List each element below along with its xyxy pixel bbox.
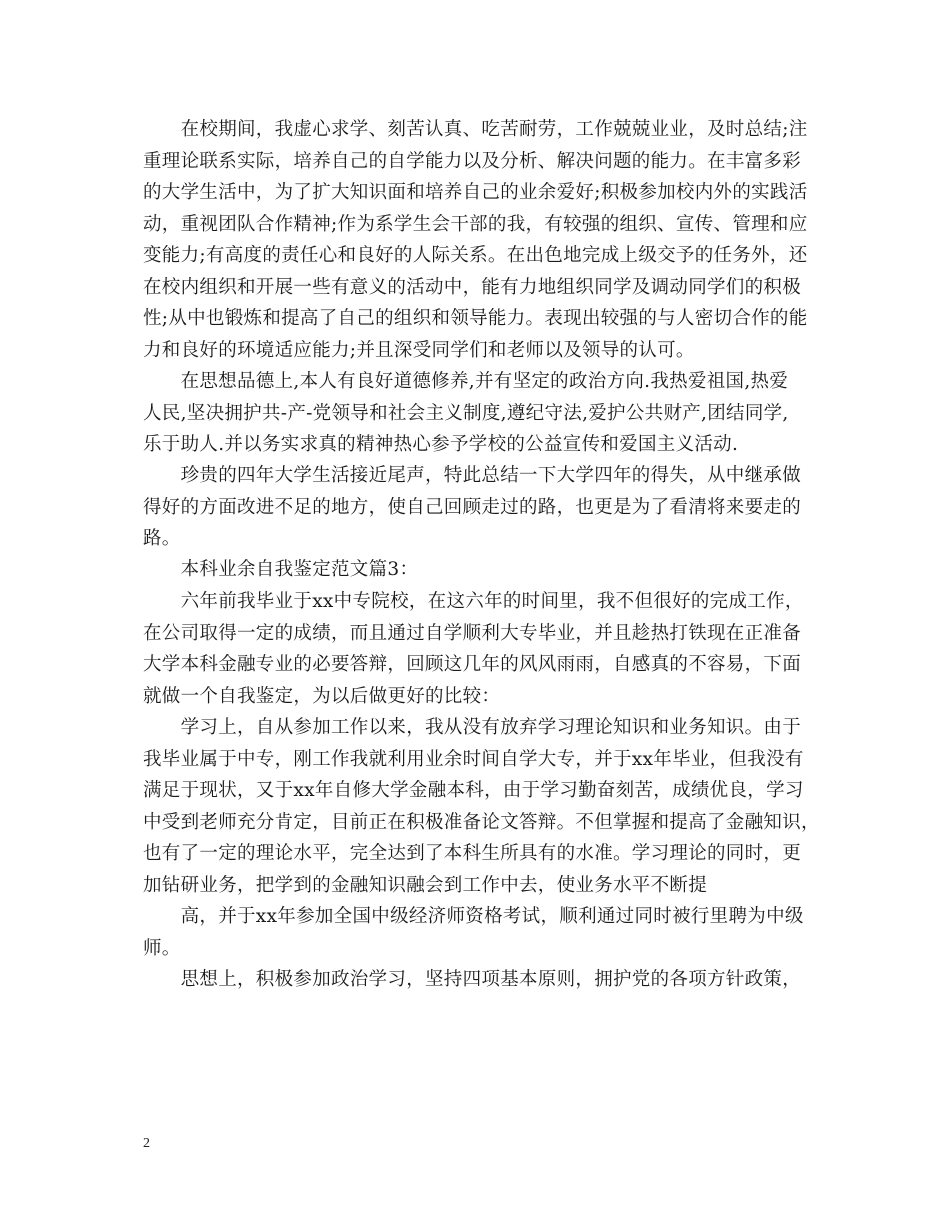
text-line: 就做一个自我鉴定，为以后做更好的比较： [143, 685, 501, 707]
text-line: 思想上，积极参加政治学习，坚持四项基本原则，拥护党的各项方针政策， [143, 969, 802, 990]
paragraph-moral-character [143, 366, 823, 461]
page-number: 2 [143, 1136, 150, 1151]
paragraph-six-years [143, 586, 823, 712]
paragraph-school-period [143, 114, 823, 366]
text-line: 六年前我毕业于xx中专院校，在这六年的时间里，我不但很好的完成工作， [143, 591, 804, 612]
section-heading [143, 554, 823, 586]
text-line: 加钻研业务，把学到的金融知识融会到工作中去，使业务水平不断提 [143, 874, 708, 896]
text-line: 高，并于xx年参加全国中级经济师资格考试，顺利通过同时被行里聘为中级 [143, 906, 804, 927]
text-line: 的大学生活中，为了扩大知识面和培养自己的业余爱好;积极参加校内外的实践活 [143, 182, 808, 203]
text-line: 珍贵的四年大学生活接近尾声，特此总结一下大学四年的得失，从中继承做 [143, 465, 802, 486]
paragraph-study [143, 712, 823, 901]
paragraph-economist-exam [143, 901, 823, 964]
text-line: 我毕业属于中专，刚工作我就利用业余时间自学大专，并于xx年毕业，但我没有 [143, 748, 804, 770]
text-line: 路。 [143, 528, 181, 549]
text-line: 动，重视团队合作精神;作为系学生会干部的我，有较强的组织、宣传、管理和应 [143, 213, 808, 235]
text-line: 力和良好的环境适应能力;并且深受同学们和老师以及领导的认可。 [143, 339, 695, 361]
text-line: 大学本科金融专业的必要答辩，回顾这几年的风风雨雨，自感真的不容易，下面 [143, 654, 802, 675]
text-line: 性;从中也锻炼和提高了自己的组织和领导能力。表现出较强的与人密切合作的能 [143, 308, 808, 329]
text-line: 在校内组织和开展一些有意义的活动中，能有力地组织同学及调动同学们的积极 [143, 276, 802, 298]
text-line: 人民,坚决拥护共-产-党领导和社会主义制度,遵纪守法,爱护公共财产,团结同学, [143, 402, 789, 424]
paragraph-ideology [143, 964, 823, 996]
text-line: 变能力;有高度的责任心和良好的人际关系。在出色地完成上级交予的任务外，还 [143, 245, 808, 266]
text-line: 师。 [143, 937, 181, 959]
text-line: 学习上，自从参加工作以来，我从没有放弃学习理论知识和业务知识。由于 [143, 717, 802, 738]
text-line: 本科业余自我鉴定范文篇3： [143, 559, 419, 580]
text-line: 也有了一定的理论水平，完全达到了本科生所具有的水准。学习理论的同时，更 [143, 843, 802, 864]
text-line: 在校期间，我虚心求学、刻苦认真、吃苦耐劳，工作兢兢业业，及时总结;注 [143, 119, 808, 140]
paragraph-four-years [143, 460, 823, 555]
text-line: 在公司取得一定的成绩，而且通过自学顺利大专毕业，并且趁热打铁现在正准备 [143, 622, 802, 644]
text-line: 得好的方面改进不足的地方，使自己回顾走过的路，也更是为了看清将来要走的 [143, 496, 802, 518]
text-line: 重理论联系实际，培养自己的自学能力以及分析、解决问题的能力。在丰富多彩 [143, 150, 802, 172]
text-line: 中受到老师充分肯定，目前正在积极准备论文答辩。不但掌握和提高了金融知识， [143, 811, 820, 833]
text-line: 在思想品德上,本人有良好道德修养,并有坚定的政治方向.我热爱祖国,热爱 [143, 371, 789, 392]
text-line: 乐于助人.并以务实求真的精神热心参予学校的公益宣传和爱国主义活动. [143, 434, 739, 455]
text-line: 满足于现状，又于xx年自修大学金融本科，由于学习勤奋刻苦，成绩优良，学习 [143, 780, 804, 801]
